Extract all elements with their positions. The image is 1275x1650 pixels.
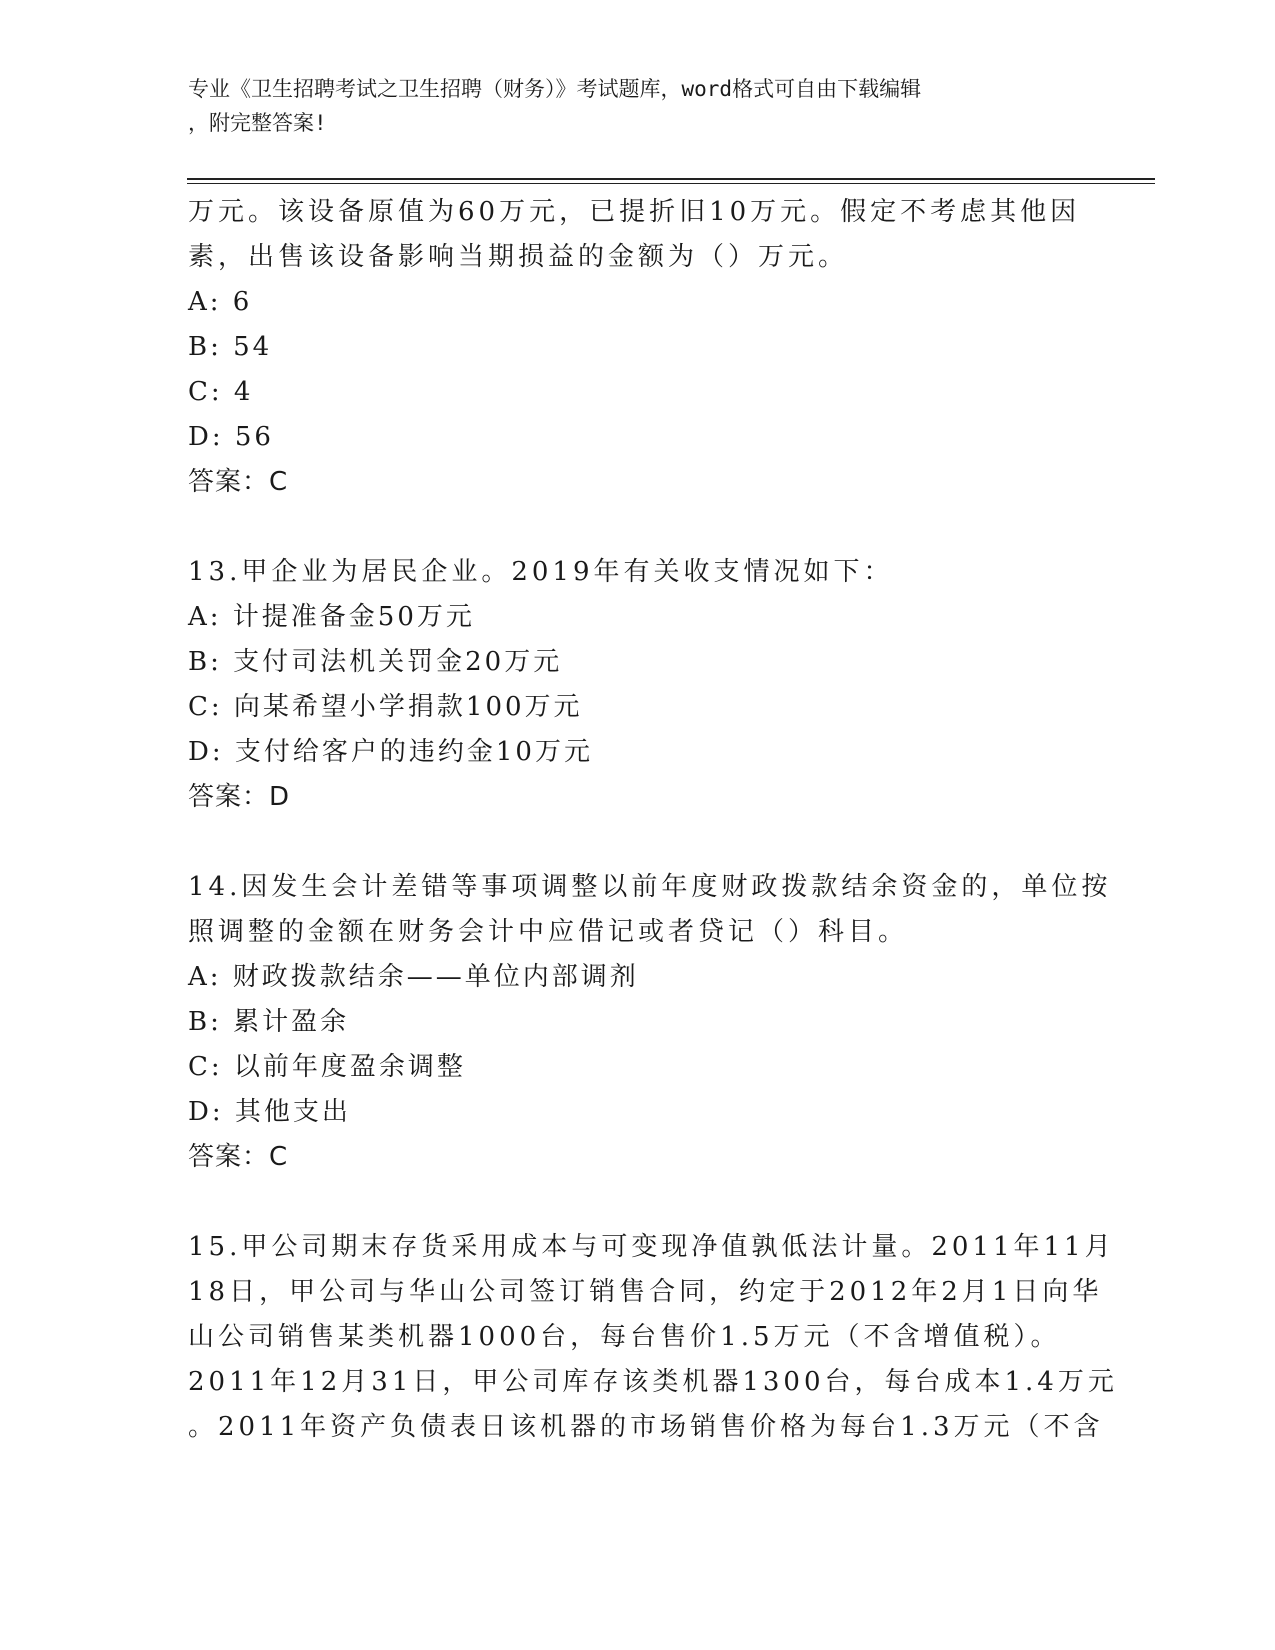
option-b: B: 累计盈余 — [188, 1007, 350, 1037]
question-text-line: 2011年12月31日，甲公司库存该类机器1300台，每台成本1.4万元 — [188, 1367, 1118, 1397]
question-14 — [188, 865, 1112, 1180]
spacer — [188, 820, 1088, 865]
option-c: C: 以前年度盈余调整 — [188, 1052, 466, 1082]
question-text-line: 万元。该设备原值为60万元，已提折旧10万元。假定不考虑其他因 — [188, 197, 1081, 227]
question-13 — [188, 550, 1088, 820]
answer-line: 答案：C — [188, 1142, 289, 1172]
question-text-line: 15.甲公司期末存货采用成本与可变现净值孰低法计量。2011年11月 — [188, 1232, 1115, 1262]
question-15 — [188, 1225, 1118, 1450]
question-text-line: 照调整的金额在财务会计中应借记或者贷记（）科目。 — [188, 917, 909, 947]
header-line-2: ，附完整答案! — [188, 111, 327, 135]
question-text-line: 18日，甲公司与华山公司签订销售合同，约定于2012年2月1日向华 — [188, 1277, 1103, 1307]
option-a: A: 财政拨款结余——单位内部调剂 — [188, 962, 639, 992]
question-text-line: 。2011年资产负债表日该机器的市场销售价格为每台1.3万元（不含 — [188, 1412, 1104, 1442]
option-d: D: 其他支出 — [188, 1097, 351, 1127]
question-text-line: 素，出售该设备影响当期损益的金额为（）万元。 — [188, 242, 849, 272]
option-c: C: 向某希望小学捐款100万元 — [188, 692, 583, 722]
spacer — [188, 1180, 1088, 1225]
document-body — [188, 190, 1118, 1450]
question-text-line: 13.甲企业为居民企业。2019年有关收支情况如下： — [188, 557, 894, 587]
option-c: C: 4 — [188, 377, 254, 407]
header-rule-thin — [187, 183, 1155, 184]
option-d: D: 支付给客户的违约金10万元 — [188, 737, 593, 767]
document-header — [188, 72, 1088, 140]
answer-line: 答案：D — [188, 782, 291, 812]
question-text-line: 14.因发生会计差错等事项调整以前年度财政拨款结余资金的，单位按 — [188, 872, 1112, 902]
question-text-line: 山公司销售某类机器1000台，每台售价1.5万元（不含增值税）。 — [188, 1322, 1061, 1352]
option-a: A: 计提准备金50万元 — [188, 602, 475, 632]
header-rule-thick — [187, 178, 1155, 180]
spacer — [188, 505, 1088, 550]
question-continuation — [188, 190, 1088, 505]
header-line-1: 专业《卫生招聘考试之卫生招聘（财务）》考试题库，word格式可自由下载编辑 — [188, 77, 922, 101]
option-b: B: 支付司法机关罚金20万元 — [188, 647, 563, 677]
option-d: D: 56 — [188, 422, 274, 452]
option-b: B: 54 — [188, 332, 273, 362]
option-a: A: 6 — [188, 287, 253, 317]
answer-line: 答案：C — [188, 467, 289, 497]
